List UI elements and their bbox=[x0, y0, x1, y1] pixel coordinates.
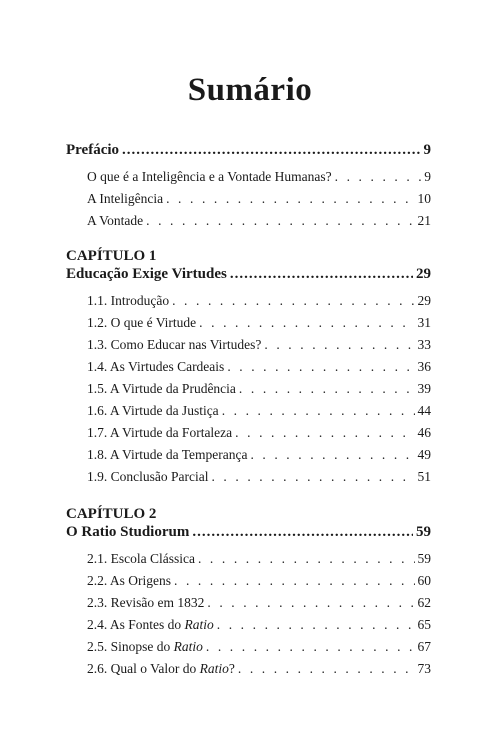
dot-leader bbox=[199, 315, 414, 331]
entry-title: 1.8. A Virtude da Temperança bbox=[87, 447, 248, 462]
entry-title: Prefácio bbox=[66, 142, 120, 158]
page-number: 51 bbox=[417, 469, 431, 484]
page-number: 29 bbox=[416, 266, 431, 282]
dot-leader bbox=[335, 169, 422, 185]
entry-title: 1.2. O que é Virtude bbox=[87, 315, 197, 330]
page-number: 39 bbox=[417, 381, 431, 396]
entry-title: 2.1. Escola Clássica bbox=[87, 551, 195, 566]
dot-leader bbox=[192, 524, 413, 541]
entry-title: 1.4. As Virtudes Cardeais bbox=[87, 359, 225, 374]
entry-title: O que é a Inteligência e a Vontade Humanas? bbox=[87, 169, 332, 184]
toc-subentry[interactable] bbox=[66, 661, 431, 683]
toc-entry-chapter-1[interactable] bbox=[66, 266, 431, 289]
dot-leader bbox=[206, 639, 415, 655]
toc-subentry[interactable] bbox=[66, 425, 431, 447]
entry-title: 1.3. Como Educar nas Virtudes? bbox=[87, 337, 262, 352]
toc-subentry[interactable] bbox=[66, 469, 431, 491]
toc-subentry[interactable] bbox=[66, 337, 431, 359]
dot-leader bbox=[250, 447, 414, 463]
entry-title-text: 2.5. Sinopse do bbox=[87, 639, 174, 654]
entry-title-italic: Ratio bbox=[173, 639, 203, 654]
dot-leader bbox=[264, 337, 414, 353]
toc-subentry[interactable] bbox=[66, 573, 431, 595]
toc-entry-preface[interactable] bbox=[66, 142, 431, 165]
toc-subentry[interactable] bbox=[66, 403, 431, 425]
page-number: 36 bbox=[417, 359, 431, 374]
page-number: 59 bbox=[416, 524, 431, 540]
toc-subentry[interactable] bbox=[66, 595, 431, 617]
dot-leader bbox=[222, 403, 415, 419]
page-number: 33 bbox=[417, 337, 431, 352]
entry-title: 1.9. Conclusão Parcial bbox=[87, 469, 209, 484]
entry-title: 1.6. A Virtude da Justiça bbox=[87, 403, 219, 418]
dot-leader bbox=[235, 425, 414, 441]
dot-leader bbox=[239, 381, 415, 397]
chapter-number-label: CAPÍTULO 1 bbox=[66, 248, 157, 264]
entry-title-text: 2.6. Qual o Valor do bbox=[87, 661, 200, 676]
page-number: 59 bbox=[417, 551, 431, 566]
toc-subentry[interactable] bbox=[66, 617, 431, 639]
entry-title bbox=[87, 617, 214, 633]
dot-leader bbox=[217, 617, 415, 633]
page-number: 46 bbox=[417, 425, 431, 440]
entry-title-suffix: ? bbox=[228, 661, 235, 676]
dot-leader bbox=[198, 551, 415, 567]
page-number: 49 bbox=[417, 447, 431, 462]
page-number: 65 bbox=[417, 617, 431, 632]
entry-title: 2.3. Revisão em 1832 bbox=[87, 595, 205, 610]
toc-entry-chapter-2[interactable] bbox=[66, 524, 431, 547]
dot-leader bbox=[122, 142, 420, 159]
dot-leader bbox=[146, 213, 414, 229]
page-number: 73 bbox=[417, 661, 431, 676]
dot-leader bbox=[207, 595, 414, 611]
page-number: 44 bbox=[417, 403, 431, 418]
entry-title: 1.1. Introdução bbox=[87, 293, 170, 308]
dot-leader bbox=[166, 191, 414, 207]
dot-leader bbox=[174, 573, 415, 589]
dot-leader bbox=[172, 293, 414, 309]
entry-title: O Ratio Studiorum bbox=[66, 524, 190, 540]
toc-subentry[interactable] bbox=[66, 359, 431, 381]
page-number: 62 bbox=[417, 595, 431, 610]
page-number: 21 bbox=[417, 213, 431, 228]
toc-subentry[interactable] bbox=[66, 381, 431, 403]
chapter-number-label: CAPÍTULO 2 bbox=[66, 506, 157, 522]
page-number: 29 bbox=[417, 293, 431, 308]
toc-subentry[interactable] bbox=[66, 293, 431, 315]
toc-subentry[interactable] bbox=[66, 447, 431, 469]
entry-title: A Inteligência bbox=[87, 191, 164, 206]
entry-title: 2.2. As Origens bbox=[87, 573, 171, 588]
entry-title bbox=[87, 639, 203, 655]
page-number: 10 bbox=[417, 191, 431, 206]
dot-leader bbox=[227, 359, 414, 375]
dot-leader bbox=[238, 661, 415, 677]
entry-title: A Vontade bbox=[87, 213, 144, 228]
page-number: 9 bbox=[423, 142, 431, 158]
entry-title: 1.7. A Virtude da Fortaleza bbox=[87, 425, 233, 440]
entry-title bbox=[87, 661, 235, 677]
table-of-contents bbox=[66, 142, 431, 683]
dot-leader bbox=[211, 469, 414, 485]
toc-subentry[interactable] bbox=[66, 551, 431, 573]
entry-title-italic: Ratio bbox=[199, 661, 229, 676]
entry-title-italic: Ratio bbox=[184, 617, 214, 632]
page-number: 67 bbox=[417, 639, 431, 654]
toc-subentry[interactable] bbox=[66, 315, 431, 337]
entry-title: 1.5. A Virtude da Prudência bbox=[87, 381, 236, 396]
entry-title-text: 2.4. As Fontes do bbox=[87, 617, 185, 632]
page-number: 60 bbox=[417, 573, 431, 588]
entry-title: Educação Exige Virtudes bbox=[66, 266, 227, 282]
page-number: 31 bbox=[417, 315, 431, 330]
toc-subentry[interactable] bbox=[66, 213, 431, 235]
page-number: 9 bbox=[424, 169, 431, 184]
toc-subentry[interactable] bbox=[66, 191, 431, 213]
dot-leader bbox=[230, 266, 413, 283]
page-title: Sumário bbox=[187, 72, 313, 108]
toc-subentry[interactable] bbox=[66, 169, 431, 191]
toc-subentry[interactable] bbox=[66, 639, 431, 661]
